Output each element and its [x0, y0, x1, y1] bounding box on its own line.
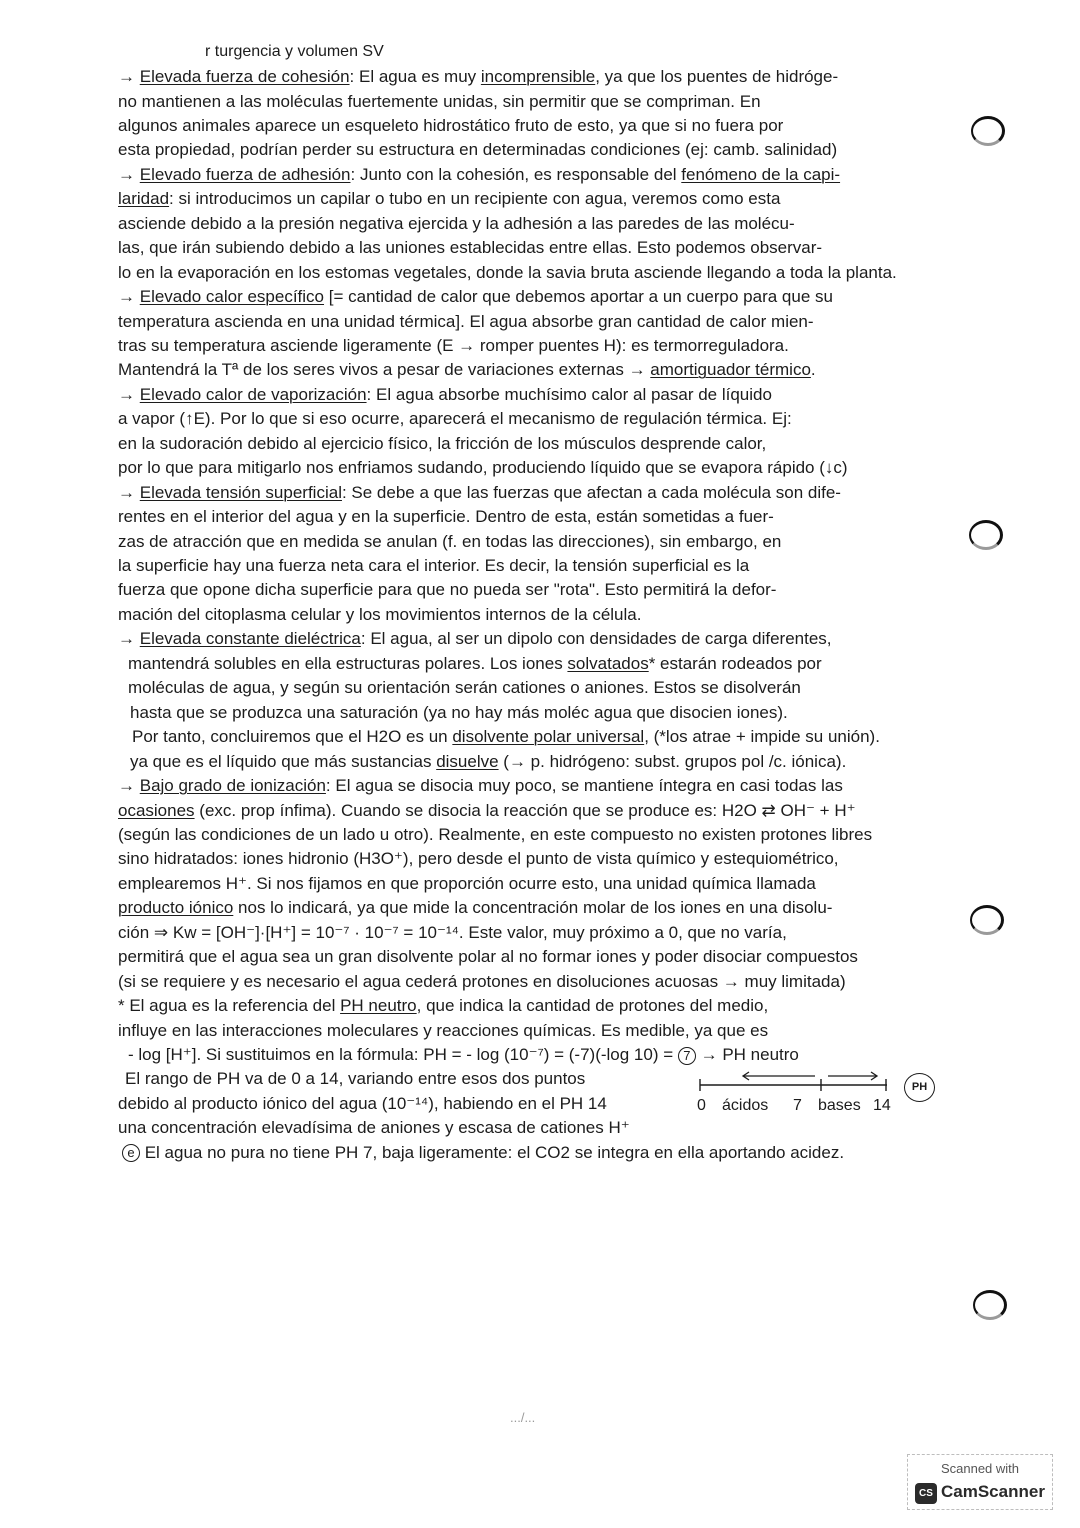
text-run: . — [810, 360, 816, 380]
text-run: [= cantidad de calor que debemos aportar a un cuerpo para que su — [324, 287, 833, 306]
text-run: debido al producto iónico del agua (10⁻¹⁴), habiendo en el PH 14 — [118, 1093, 607, 1113]
ph-scale-diagram — [695, 1070, 895, 1094]
underlined-term: solvatados — [567, 653, 649, 673]
text-run: → — [118, 482, 140, 502]
note-line — [118, 163, 840, 187]
arrow-left-icon — [743, 1072, 815, 1080]
text-run: (exc. prop ínfima). Cuando se disocia la reacción que se produce es: H2O ⇄ OH⁻ + H⁺ — [194, 800, 856, 820]
text-run: sino hidratados: iones hidronio (H3O⁺), pero desde el punto de vista químico y estequiométrico, — [118, 849, 839, 869]
note-line — [118, 187, 780, 211]
text-run: : si introducimos un capilar o tubo en un recipiente con agua, veremos como esta — [169, 189, 781, 209]
text-run: El agua no pura no tiene PH 7, baja ligeramente: el CO2 se integra en ella aportando acidez. — [140, 1142, 845, 1162]
underlined-term: amortiguador térmico — [650, 360, 811, 380]
note-line — [118, 65, 838, 89]
note-line — [118, 505, 774, 529]
text-run: ya que es el líquido que más sustancias — [130, 751, 437, 771]
note-line — [118, 432, 766, 456]
ph-scale-neutral-label: 7 — [793, 1097, 802, 1114]
note-line — [118, 481, 841, 505]
text-run: : Se debe a que las fuerzas que afectan a cada molécula son dife- — [341, 482, 841, 502]
note-line — [118, 1116, 630, 1140]
underlined-term: Elevada tensión superficial — [139, 482, 342, 502]
text-run: emplearemos H⁺. Si nos fijamos en que proporción ocurre esto, una unidad química llamada — [118, 873, 816, 893]
text-run: → — [118, 164, 140, 184]
note-line — [118, 823, 872, 847]
text-run: una concentración elevadísima de aniones y escasa de cationes H⁺ — [118, 1118, 630, 1138]
camscanner-brand: CamScanner — [941, 1482, 1045, 1501]
note-line — [118, 261, 897, 285]
text-run: (→ p. hidrógeno: subst. grupos pol /c. iónica). — [498, 751, 847, 771]
text-run: las, que irán subiendo debido a las uniones establecidas entre ellas. Esto podemos observar- — [118, 238, 823, 258]
note-line — [118, 456, 848, 480]
note-line — [118, 212, 795, 236]
text-run: zas de atracción que en medida se anulan (f. en todas las direcciones), sin embargo, en — [118, 531, 782, 551]
note-line — [118, 285, 833, 309]
underlined-term: fenómeno de la capi- — [681, 164, 841, 184]
text-run: temperatura ascienda en una unidad térmica]. El agua absorbe gran cantidad de calor mien- — [118, 311, 814, 331]
text-run: algunos animales aparece un esqueleto hidrostático fruto de esto, ya que si no fuera por — [118, 115, 784, 135]
text-run: → — [118, 287, 140, 306]
note-line — [118, 383, 772, 407]
text-run: rentes en el interior del agua y en la superficie. Dentro de esta, están sometidas a fuer- — [118, 507, 774, 527]
camscanner-logo-icon: CS — [915, 1483, 937, 1504]
text-run: nos lo indicará, ya que mide la concentración molar de los iones en una disolu- — [233, 898, 833, 918]
circled-mark: 7 — [678, 1047, 696, 1065]
note-line — [118, 578, 776, 602]
text-run: por lo que para mitigarlo nos enfriamos sudando, produciendo líquido que se evapora rápido (↓c) — [118, 458, 848, 478]
note-line — [118, 1019, 768, 1043]
note-line — [118, 627, 832, 651]
note-line — [128, 1043, 799, 1067]
ph-circled-badge: PH — [904, 1073, 935, 1102]
underlined-term: producto iónico — [118, 898, 234, 918]
text-run: → — [118, 67, 140, 86]
ph-scale-max-label: 14 — [873, 1097, 891, 1114]
text-run: moléculas de agua, y según su orientación serán cationes o aniones. Estos se disolverán — [128, 678, 801, 698]
note-line — [118, 407, 792, 431]
note-line — [118, 114, 783, 138]
punch-hole-icon — [973, 1290, 1007, 1320]
text-run: fuerza que opone dicha superficie para que no pueda ser "rota". Esto permitirá la defor- — [118, 580, 777, 600]
note-line — [122, 1141, 844, 1165]
text-run: mantendrá solubles en ella estructuras polares. Los iones — [128, 653, 568, 673]
text-run: no mantienen a las moléculas fuertemente unidas, sin permitir que se compriman. En — [118, 91, 761, 111]
ph-scale-min-label: 0 — [697, 1097, 706, 1114]
text-run: : El agua absorbe muchísimo calor al pasar de líquido — [366, 384, 772, 404]
note-line — [118, 896, 832, 920]
text-run: en la sudoración debido al ejercicio físico, la fricción de los músculos desprende calor, — [118, 433, 767, 453]
note-line — [118, 847, 839, 871]
note-line — [118, 90, 761, 114]
ph-scale-acid-label: ácidos — [722, 1097, 769, 1114]
note-line — [128, 676, 801, 700]
circled-mark: e — [122, 1144, 140, 1162]
note-line — [118, 945, 858, 969]
text-run: tras su temperatura asciende ligeramente (E → romper puentes H): es termorreguladora. — [118, 335, 789, 355]
arrow-right-icon — [828, 1072, 877, 1080]
text-run: : El agua, al ser un dipolo con densidades de carga diferentes, — [360, 629, 832, 649]
text-run: a vapor (↑E). Por lo que si eso ocurre, aparecerá el mecanismo de regulación térmica. Ej: — [118, 409, 792, 429]
text-run: * El agua es la referencia del — [118, 996, 341, 1016]
text-run: * estarán rodeados por — [648, 653, 822, 673]
text-run: → — [118, 384, 140, 404]
text-run: asciende debido a la presión negativa ejercida y la adhesión a las paredes de las molécu- — [118, 213, 795, 233]
header-note: r turgencia y volumen SV — [205, 43, 384, 60]
note-line — [128, 652, 822, 676]
text-run: esta propiedad, podrían perder su estructura en determinadas condiciones (ej: camb. salinidad) — [118, 140, 838, 160]
text-run: Por tanto, concluiremos que el H2O es un — [132, 727, 453, 747]
note-line — [118, 970, 846, 994]
note-line — [130, 750, 846, 774]
text-run: → — [118, 776, 140, 795]
underlined-term: disolvente polar universal — [452, 727, 645, 747]
note-line — [118, 921, 787, 945]
text-run: permitirá que el agua sea un gran disolvente polar al no formar iones y poder disociar compuestos — [118, 947, 858, 967]
underlined-term: Elevado calor de vaporización — [139, 384, 367, 404]
scanned-with-label: Scanned with — [940, 1461, 1020, 1476]
text-run: → PH neutro — [695, 1045, 799, 1064]
note-line — [118, 310, 814, 334]
text-run: El rango de PH va de 0 a 14, variando entre esos dos puntos — [125, 1069, 586, 1089]
note-line — [132, 725, 880, 749]
note-line — [125, 1067, 585, 1091]
text-run: - log [H⁺]. Si sustituimos en la fórmula: PH = - log (10⁻⁷) = (-7)(-log 10) = — [128, 1045, 678, 1064]
text-run: mación del citoplasma celular y los movimientos internos de la célula. — [118, 604, 642, 624]
punch-hole-icon — [970, 905, 1004, 935]
text-run: hasta que se produzca una saturación (ya no hay más moléc agua que disocien iones). — [130, 702, 788, 722]
note-line — [118, 138, 837, 162]
underlined-term: Elevada constante dieléctrica — [139, 629, 361, 649]
underlined-term: laridad — [118, 189, 170, 209]
text-run: lo en la evaporación en los estomas vegetales, donde la savia bruta asciende llegando a toda la planta. — [118, 262, 897, 282]
text-run: → — [118, 629, 140, 649]
underlined-term: incomprensible — [480, 67, 596, 86]
note-line — [118, 358, 816, 382]
text-run: : El agua se disocia muy poco, se mantiene íntegra en casi todas las — [325, 776, 843, 795]
underlined-term: PH neutro — [340, 996, 417, 1016]
text-run: : Junto con la cohesión, es responsable del — [350, 164, 682, 184]
note-line — [118, 236, 822, 260]
note-line — [118, 530, 781, 554]
text-run: influye en las interacciones moleculares y reacciones químicas. Es medible, ya que es — [118, 1020, 769, 1040]
underlined-term: ocasiones — [118, 800, 195, 820]
text-run: la superficie hay una fuerza neta cara el interior. Es decir, la tensión superficial es la — [118, 556, 750, 575]
text-run: , (*los atrae + impide su unión). — [644, 727, 880, 747]
note-line — [118, 774, 843, 798]
underlined-term: disuelve — [436, 751, 499, 771]
text-run: (según las condiciones de un lado u otro). Realmente, en este compuesto no existen protones libres — [118, 824, 873, 844]
text-run: Mantendrá la Tª de los seres vivos a pesar de variaciones externas → — [118, 360, 651, 380]
text-run: ción ⇒ Kw = [OH⁻]·[H⁺] = 10⁻⁷ · 10⁻⁷ = 10⁻¹⁴. Este valor, muy próximo a 0, que no varía, — [118, 922, 787, 942]
text-run: (si se requiere y es necesario el agua cederá protones en disoluciones acuosas → muy limitada) — [118, 971, 846, 991]
camscanner-watermark — [907, 1454, 1053, 1510]
text-run: : El agua es muy — [349, 67, 481, 86]
underlined-term: Elevado calor específico — [139, 287, 325, 306]
note-line — [118, 994, 768, 1018]
underlined-term: Elevada fuerza de cohesión — [139, 67, 350, 86]
note-line — [118, 603, 641, 627]
page-continuation-marker: .../... — [510, 1410, 536, 1425]
text-run: , ya que los puentes de hidróge- — [595, 67, 839, 86]
note-line — [118, 1092, 607, 1116]
note-line — [118, 554, 749, 578]
note-line — [118, 872, 816, 896]
underlined-term: Elevado fuerza de adhesión — [139, 164, 351, 184]
punch-hole-icon — [969, 520, 1003, 550]
underlined-term: Bajo grado de ionización — [139, 776, 326, 795]
note-line — [118, 799, 856, 823]
note-line — [130, 701, 788, 725]
ph-scale-base-label: bases — [818, 1097, 861, 1114]
note-line — [118, 334, 789, 358]
text-run: , que indica la cantidad de protones del medio, — [416, 996, 769, 1016]
punch-hole-icon — [971, 116, 1005, 146]
